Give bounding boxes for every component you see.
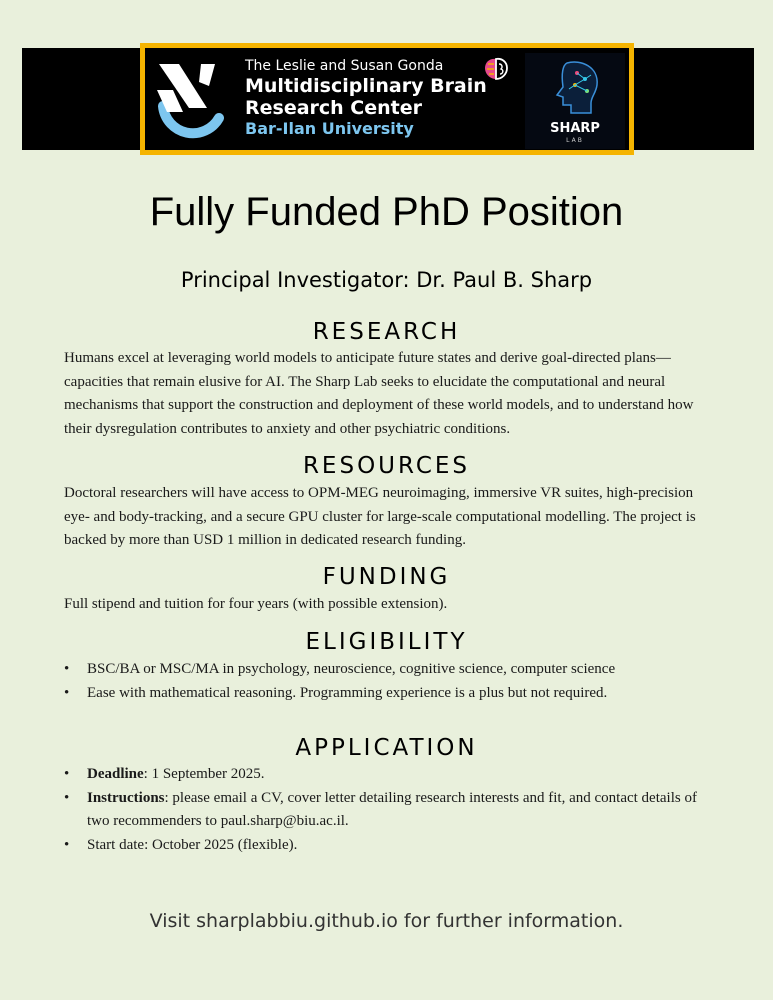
application-heading: APPLICATION bbox=[295, 735, 478, 761]
instructions-text: : please email a CV, cover letter detailing research interests and fit, and contact details of two recommenders to paul.sharp@biu.ac.il. bbox=[87, 789, 697, 829]
ai-head-icon bbox=[547, 59, 605, 117]
research-heading: RESEARCH bbox=[312, 319, 461, 345]
center-name-block bbox=[245, 58, 505, 139]
principal-investigator: Principal Investigator: Dr. Paul B. Sharp bbox=[180, 268, 593, 292]
sharp-lab-logo bbox=[525, 53, 625, 149]
resources-heading: RESOURCES bbox=[302, 453, 471, 479]
application-list bbox=[64, 763, 714, 857]
center-name-line2: Multidisciplinary Brain bbox=[245, 75, 487, 97]
gonda-center-logo-icon bbox=[149, 56, 233, 144]
sharp-lab-wordmark: SHARP bbox=[550, 121, 600, 136]
deadline-label: Deadline bbox=[87, 766, 144, 782]
instructions-item bbox=[64, 787, 714, 834]
funding-heading: FUNDING bbox=[322, 564, 451, 590]
research-text: Humans excel at leveraging world models to anticipate future states and derive goal-directed plans—capacities that remain elusive for AI. The Sharp Lab seeks to elucidate the computational and neural mechanisms that support the construction and deployment of these world models, and to understand how their dysregulation contributes to anxiety and other psychiatric conditions. bbox=[64, 350, 694, 437]
eligibility-list bbox=[64, 658, 714, 705]
center-name-line3: Research Center bbox=[245, 97, 423, 119]
list-item: • Ease with mathematical reasoning. Programming experience is a plus but not required. bbox=[64, 682, 714, 706]
resources-text: Doctoral researchers will have access to OPM-MEG neuroimaging, immersive VR suites, high-precision eye- and body-tracking, and a secure GPU cluster for large-scale computational modelling. The project is backed by more than USD 1 million in dedicated research funding. bbox=[64, 485, 696, 548]
eligibility-heading: ELIGIBILITY bbox=[305, 629, 468, 655]
footer-info: Visit sharplabbiu.github.io for further information. bbox=[149, 910, 624, 932]
sharp-lab-subtext: LAB bbox=[566, 137, 584, 144]
list-item: • BSC/BA or MSC/MA in psychology, neuroscience, cognitive science, computer science bbox=[64, 658, 714, 682]
instructions-label: Instructions bbox=[87, 789, 165, 806]
colorful-brain-icon bbox=[482, 56, 510, 82]
page-title: Fully Funded PhD Position bbox=[149, 190, 624, 234]
deadline-item bbox=[64, 763, 714, 787]
university-name: Bar-Ilan University bbox=[245, 119, 414, 138]
center-name-line1: The Leslie and Susan Gonda bbox=[245, 58, 444, 74]
start-date-item: • Start date: October 2025 (flexible). bbox=[64, 834, 714, 858]
deadline-text: : 1 September 2025. bbox=[143, 766, 265, 782]
funding-text: Full stipend and tuition for four years (with possible extension). bbox=[64, 596, 448, 612]
header-logo-frame bbox=[140, 43, 634, 155]
